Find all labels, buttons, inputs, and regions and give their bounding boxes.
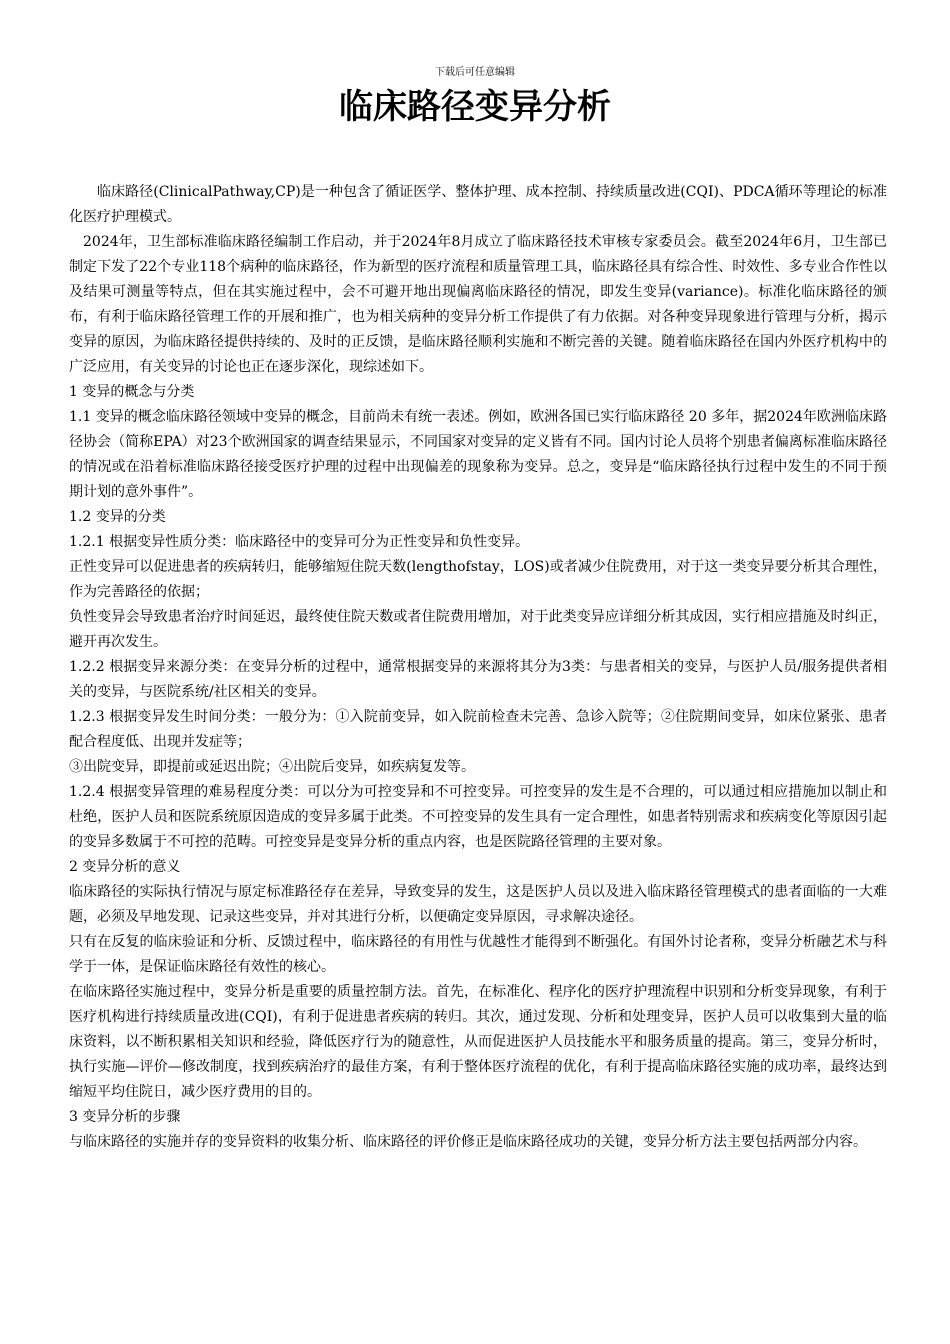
- section-heading-1-2: 1.2 变异的分类: [69, 509, 166, 525]
- paragraph-1-1: 1.1 变异的概念临床路径领域中变异的概念，目前尚未有统一表述。例如，欧洲各国已实行临床路径 20 多年，据2024年欧洲临床路径协会（简称EPA）对23个欧洲国家的调查结果显示，不同国家对变异的定义皆有不同。国内讨论人员将个别患者偏离标准临床路径的情况或在沿着标准临床路径接受医疗护理的过程中出现偏差的现象称为变异。总之，变异是“临床路径执行过程中发生的不同于预期计划的意外事件”。: [69, 409, 887, 500]
- paragraph-1-2-3: 1.2.3 根据变异发生时间分类：一般分为：①入院前变异，如入院前检查未完善、急诊入院等；②住院期间变异，如床位紧张、患者配合程度低、出现并发症等；: [69, 709, 887, 750]
- section-heading-3: 3 变异分析的步骤: [69, 1109, 181, 1125]
- paragraph-1-2-1: 1.2.1 根据变异性质分类：临床路径中的变异可分为正性变异和负性变异。: [69, 534, 530, 550]
- section-heading-1: 1 变异的概念与分类: [69, 384, 195, 400]
- section-heading-2: 2 变异分析的意义: [69, 859, 181, 875]
- paragraph-1-2-4: 1.2.4 根据变异管理的难易程度分类：可以分为可控变异和不可控变异。可控变异的发生是不合理的，可以通过相应措施加以制止和杜绝，医护人员和医院系统原因造成的变异多属于此类。不可控变异的发生具有一定合理性，如患者特别需求和疾病变化等原因引起的变异多数属于不可控的范畴。可控变异是变异分析的重点内容，也是医院路径管理的主要对象。: [69, 784, 887, 850]
- paragraph-negative-variance: 负性变异会导致患者治疗时间延迟，最终使住院天数或者住院费用增加，对于此类变异应详细分析其成因，实行相应措施及时纠正，避开再次发生。: [69, 609, 887, 650]
- paragraph-positive-variance: 正性变异可以促进患者的疾病转归，能够缩短住院天数(lengthofstay，LOS)或者减少住院费用，对于这一类变异要分析其合理性，作为完善路径的依据；: [69, 559, 887, 600]
- document-title: 临床路径变异分析: [339, 87, 611, 127]
- paragraph-2-b: 只有在反复的临床验证和分析、反馈过程中，临床路径的有用性与优越性才能得到不断强化。有国外讨论者称，变异分析融艺术与科学于一体，是保证临床路径有效性的核心。: [69, 934, 887, 975]
- paragraph-1-2-3-cont: ③出院变异，即提前或延迟出院；④出院后变异，如疾病复发等。: [69, 759, 475, 775]
- paragraph-2-c: 在临床路径实施过程中，变异分析是重要的质量控制方法。首先，在标准化、程序化的医疗护理流程中识别和分析变异现象，有利于医疗机构进行持续质量改进(CQI)，有利于促进患者疾病的转归。其次，通过发现、分析和处理变异，医护人员可以收集到大量的临床资料，以不断积累相关知识和经验，降低医疗行为的随意性，从而促进医护人员技能水平和服务质量的提高。第三，变异分析时，执行实施—评价—修改制度，找到疾病治疗的最佳方案，有利于整体医疗流程的优化，有利于提高临床路径实施的成功率，最终达到缩短平均住院日，减少医疗费用的目的。: [69, 984, 887, 1100]
- paragraph-3-a: 与临床路径的实施并存的变异资料的收集分析、临床路径的评价修正是临床路径成功的关键，变异分析方法主要包括两部分内容。: [69, 1134, 867, 1150]
- paragraph-intro: 临床路径(ClinicalPathway,CP)是一种包含了循证医学、整体护理、成本控制、持续质量改进(CQI)、PDCA循环等理论的标准化医疗护理模式。: [69, 184, 887, 225]
- paragraph-background: 2024年，卫生部标准临床路径编制工作启动，并于2024年8月成立了临床路径技术审核专家委员会。截至2024年6月，卫生部已制定下发了22个专业118个病种的临床路径，作为新型的医疗流程和质量管理工具，临床路径具有综合性、时效性、多专业合作性以及结果可测量等特点，但在其实施过程中，会不可避开地出现偏离临床路径的情况，即发生变异(variance)。标准化临床路径的颁布，有利于临床路径管理工作的开展和推广，也为相关病种的变异分析工作提供了有力依据。对各种变异现象进行管理与分析，揭示变异的原因，为临床路径提供持续的、及时的正反馈，是临床路径顺利实施和不断完善的关键。随着临床路径在国内外医疗机构中的广泛应用，有关变异的讨论也正在逐步深化，现综述如下。: [69, 234, 887, 375]
- header-note: 下载后可任意编辑: [435, 67, 515, 78]
- document-body: [69, 180, 887, 1155]
- paragraph-1-2-2: 1.2.2 根据变异来源分类：在变异分析的过程中，通常根据变异的来源将其分为3类：与患者相关的变异，与医护人员/服务提供者相关的变异，与医院系统/社区相关的变异。: [69, 659, 887, 700]
- paragraph-2-a: 临床路径的实际执行情况与原定标准路径存在差异，导致变异的发生，这是医护人员以及进入临床路径管理模式的患者面临的一大难题，必须及早地发现、记录这些变异，并对其进行分析，以便确定变异原因，寻求解决途径。: [69, 884, 887, 925]
